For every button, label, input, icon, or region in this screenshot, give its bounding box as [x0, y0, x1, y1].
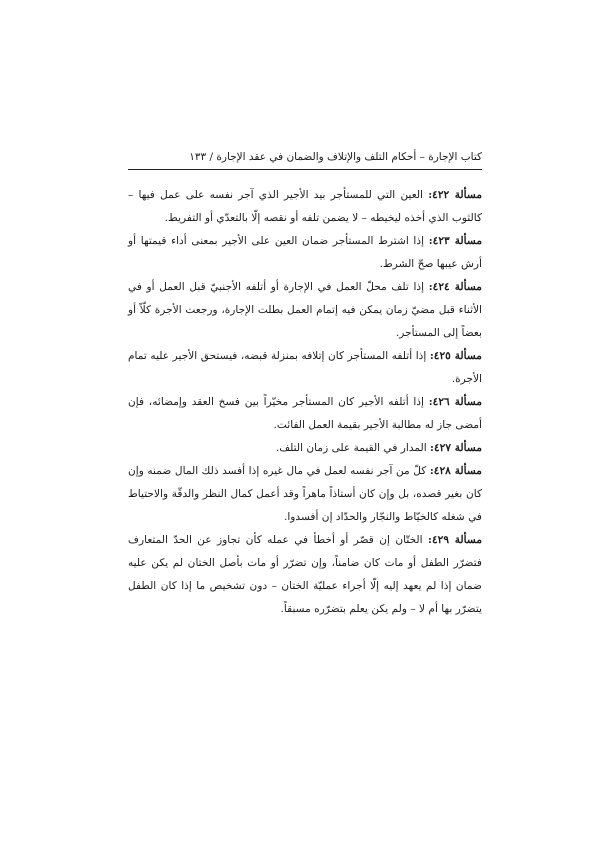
- issue-label: مسألة ٤٢٤:: [428, 281, 482, 293]
- issue-text: إذا تلف محلّ العمل في الإجارة أو أتلفه الأجنبيّ قبل العمل أو في الأثناء قبل مضيّ زمان يمكن فيه إتمام العمل بطلت الإجارة، ورجعت الأجرة كلّاً أو بعضاً إلى المستأجر.: [128, 281, 482, 339]
- issue-paragraph: [128, 460, 482, 529]
- issue-text: المدار في القيمة على زمان التلف.: [275, 442, 427, 454]
- issue-text: إذا اشترط المستأجر ضمان العين على الأجير بمعنى أداء قيمتها أو أرش عيبها صحّ الشرط.: [128, 235, 482, 270]
- book-page: [128, 150, 482, 621]
- header-rule: [128, 169, 482, 170]
- issue-label: مسألة ٤٢٣:: [428, 235, 482, 247]
- issue-label: مسألة ٤٢٢:: [428, 189, 483, 201]
- issue-paragraph: [128, 437, 482, 460]
- issue-label: مسألة ٤٢٥:: [429, 350, 482, 362]
- issue-paragraph: [128, 529, 482, 621]
- issue-paragraph: [128, 230, 482, 276]
- issue-text: الختّان إن قصّر أو أخطأ في عمله كأن تجاوز عن الحدّ المتعارف فتضرّر الطفل أو مات كان ضامناً، وإن تضرّر أو مات بأصل الختان لم يكن عليه ضمان إذا لم يعهد إليه إلّا أجراء عمليّة الختان – دون تشخيص ما إذا كان الطفل يتضرّر بها أم لا – ولم يكن يعلم بتضرّره مسبقاً.: [128, 534, 482, 615]
- issue-label: مسألة ٤٢٧:: [430, 442, 482, 454]
- issue-paragraph: [128, 391, 482, 437]
- issue-text: كلّ من آجر نفسه لعمل في مال غيره إذا أفسد ذلك المال ضمنه وإن كان بغير قصده، بل وإن كان أستاذاً ماهراً وقد أعمل كمال النظر والدقّة والاحتياط في شغله كالخيّاط والنجّار والحدّاد إن أفسدوا.: [128, 465, 482, 523]
- issue-text: إذا أتلفه الأجير كان المستأجر مخيّراً بين فسخ العقد وإمضائه، فإن أمضى جاز له مطالبة الأجير بقيمة العمل الفائت.: [128, 396, 482, 431]
- body-text: [128, 184, 482, 621]
- issue-paragraph: [128, 184, 482, 230]
- running-header: كتاب الإجارة – أحكام التلف والإتلاف والضمان في عقد الإجارة / ١٣٣: [189, 151, 482, 163]
- issue-label: مسألة ٤٢٩:: [428, 534, 482, 546]
- issue-label: مسألة ٤٢٦:: [428, 396, 483, 408]
- issue-label: مسألة ٤٢٨:: [429, 465, 482, 477]
- issue-text: إذا أتلفه المستأجر كان إتلافه بمنزلة قبضه، فيستحق الأجير عليه تمام الأجرة.: [128, 350, 482, 385]
- issue-text: العين التي للمستأجر بيد الأجير الذي آجر نفسه على عمل فيها – كالثوب الذي أخذه ليخيطه – لا يضمن تلفه أو نقصه إلّا بالتعدّي أو التفريط.: [128, 189, 482, 224]
- issue-paragraph: [128, 345, 482, 391]
- issue-paragraph: [128, 276, 482, 345]
